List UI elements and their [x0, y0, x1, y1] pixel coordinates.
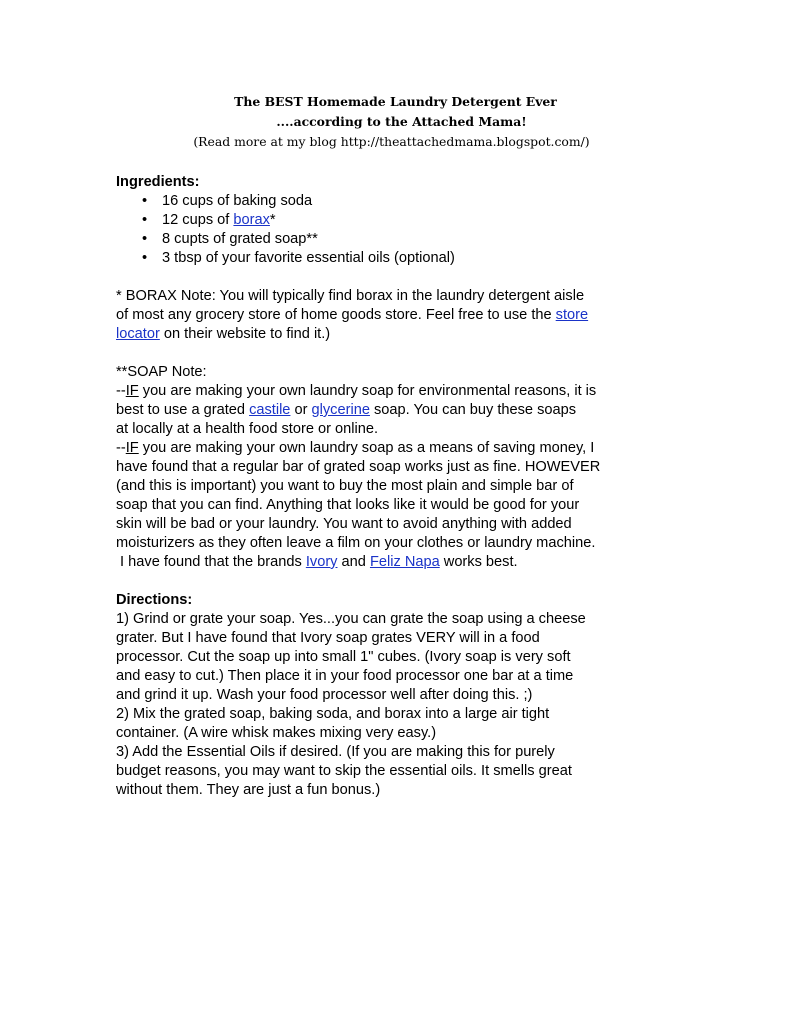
- soap-note-line: [116, 401, 676, 420]
- soap-note-line: have found that a regular bar of grated soap works just as fine. HOWEVER: [116, 459, 601, 475]
- direction-line: without them. They are just a fun bonus.): [116, 782, 381, 798]
- ingredient-text: *: [269, 212, 276, 228]
- list-item: [116, 211, 676, 230]
- store-locator-link-cont[interactable]: locator: [116, 326, 160, 342]
- list-item: [116, 249, 676, 268]
- note-text: on their website to find it.): [159, 326, 331, 342]
- note-text: works best.: [439, 554, 518, 570]
- soap-note-line: (and this is important) you want to buy the most plain and simple bar of: [116, 478, 574, 494]
- ingredient-text: 12 cups of: [162, 212, 234, 228]
- directions-heading: Directions:: [116, 592, 193, 608]
- note-text: I have found that the brands: [116, 554, 306, 570]
- bullet-icon: •: [142, 250, 148, 266]
- note-text: of most any grocery store of home goods store. Feel free to use the: [116, 307, 556, 323]
- ingredients-heading: Ingredients:: [116, 174, 200, 190]
- borax-note: [116, 287, 676, 344]
- note-text: you are making your own laundry soap for environmental reasons, it is: [138, 383, 597, 399]
- soap-note-line: soap that you can find. Anything that looks like it would be good for your: [116, 497, 580, 513]
- ingredients-list: [116, 192, 676, 268]
- direction-line: grater. But I have found that Ivory soap grates VERY will in a food: [116, 630, 540, 646]
- list-item: [116, 230, 676, 249]
- direction-line: budget reasons, you may want to skip the essential oils. It smells great: [116, 763, 572, 779]
- direction-line: and grind it up. Wash your food processor well after doing this. ;): [116, 687, 533, 703]
- note-text: --: [116, 440, 126, 456]
- soap-note-line: skin will be bad or your laundry. You want to avoid anything with added: [116, 516, 572, 532]
- blog-note: (Read more at my blog http://theattachedmama.blogspot.com/): [193, 134, 590, 149]
- bullet-icon: •: [142, 193, 148, 209]
- soap-note-line: [116, 382, 676, 401]
- note-text: soap. You can buy these soaps: [369, 402, 577, 418]
- note-text: and: [337, 554, 370, 570]
- direction-line: container. (A wire whisk makes mixing very easy.): [116, 725, 437, 741]
- list-item: [116, 192, 676, 211]
- document-subtitle: ....according to the Attached Mama!: [276, 114, 527, 129]
- direction-line: 3) Add the Essential Oils if desired. (If you are making this for purely: [116, 744, 555, 760]
- direction-line: 2) Mix the grated soap, baking soda, and borax into a large air tight: [116, 706, 550, 722]
- borax-link[interactable]: borax: [233, 212, 270, 228]
- ingredient-text: 8 cupts of grated soap**: [162, 231, 318, 247]
- ivory-link[interactable]: Ivory: [305, 554, 338, 570]
- castile-link[interactable]: castile: [249, 402, 291, 418]
- soap-note-heading: **SOAP Note:: [116, 364, 207, 380]
- directions: [116, 591, 676, 800]
- direction-line: 1) Grind or grate your soap. Yes...you can grate the soap using a cheese: [116, 611, 586, 627]
- feliz-napa-link[interactable]: Feliz Napa: [369, 554, 440, 570]
- ingredient-text: 3 tbsp of your favorite essential oils (optional): [162, 250, 455, 266]
- bullet-icon: •: [142, 212, 148, 228]
- borax-note-line: [116, 325, 676, 344]
- direction-line: processor. Cut the soap up into small 1" cubes. (Ivory soap is very soft: [116, 649, 571, 665]
- bullet-icon: •: [142, 231, 148, 247]
- soap-note-line: [116, 553, 676, 572]
- note-text: you are making your own laundry soap as a means of saving money, I: [138, 440, 595, 456]
- glycerine-link[interactable]: glycerine: [311, 402, 370, 418]
- soap-note-line: moisturizers as they often leave a film on your clothes or laundry machine.: [116, 535, 596, 551]
- note-emphasis: IF: [125, 383, 139, 399]
- ingredient-text: 16 cups of baking soda: [162, 193, 313, 209]
- note-emphasis: IF: [125, 440, 139, 456]
- direction-line: and easy to cut.) Then place it in your food processor one bar at a time: [116, 668, 574, 684]
- document-title: The BEST Homemade Laundry Detergent Ever: [234, 94, 557, 109]
- document-page: [116, 92, 676, 800]
- store-locator-link[interactable]: store: [555, 307, 589, 323]
- soap-note: [116, 363, 676, 572]
- soap-note-line: at locally at a health food store or online.: [116, 421, 379, 437]
- soap-note-line: [116, 439, 676, 458]
- note-text: or: [290, 402, 312, 418]
- borax-note-line: [116, 306, 676, 325]
- note-text: best to use a grated: [116, 402, 250, 418]
- borax-note-line: * BORAX Note: You will typically find borax in the laundry detergent aisle: [116, 288, 585, 304]
- note-text: --: [116, 383, 126, 399]
- document-header: [0, 92, 791, 152]
